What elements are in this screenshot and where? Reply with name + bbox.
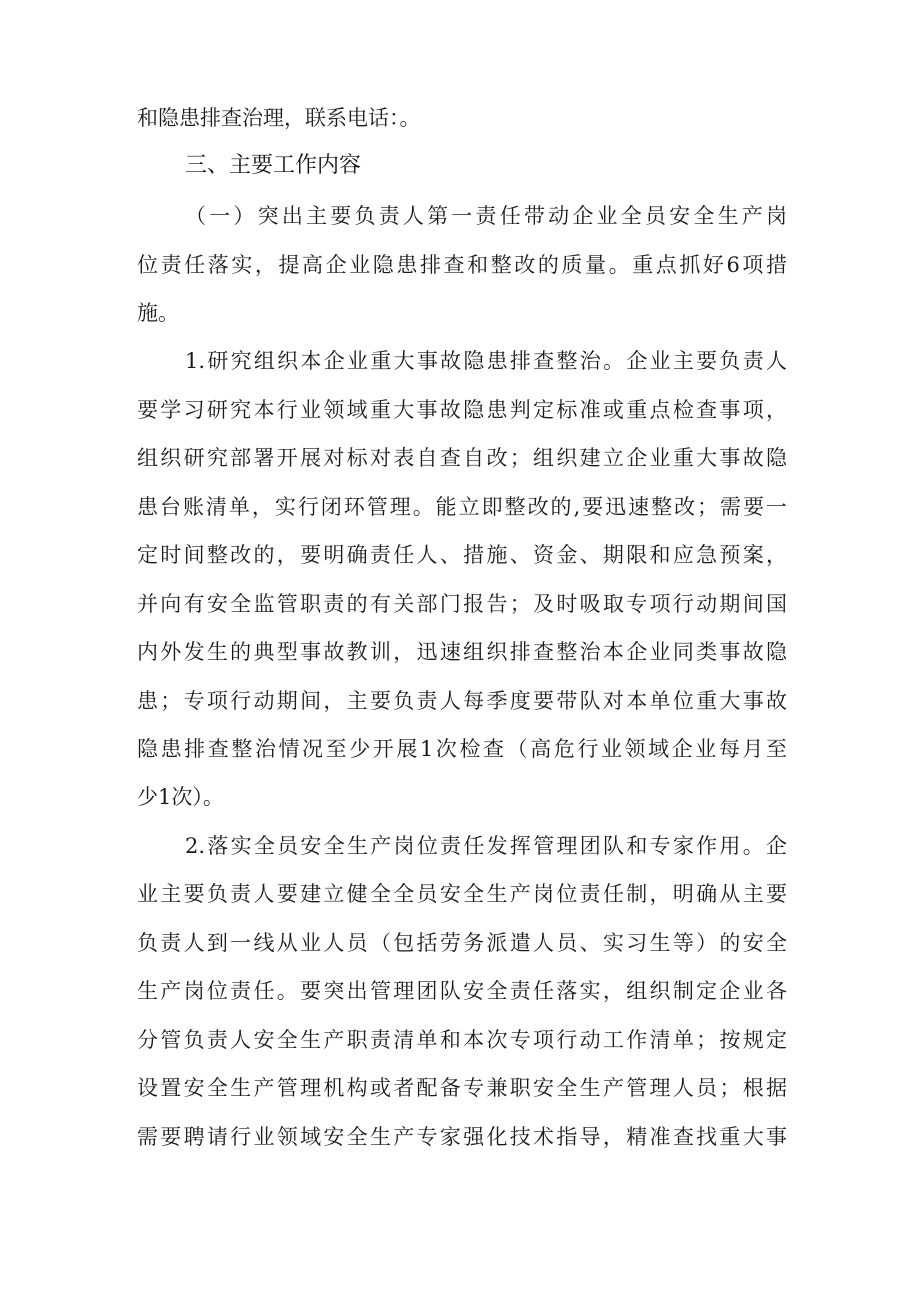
item1-line: 患台账清单，实行闭环管理。能立即整改的,要迅速整改；需要一	[137, 495, 787, 519]
item1-line: 隐患排查整治情况至少开展1次检查（高危行业领域企业每月至	[137, 737, 787, 761]
item2-line: 分管负责人安全生产职责清单和本次专项行动工作清单；按规定	[137, 1028, 787, 1052]
item2-line: 生产岗位责任。要突出管理团队安全责任落实，组织制定企业各	[137, 979, 787, 1003]
item1-line: 组织研究部署开展对标对表自查自改；组织建立企业重大事故隐	[137, 446, 787, 470]
section-heading: 三、主要工作内容	[185, 153, 362, 178]
item2-line: 业主要负责人要建立健全全员安全生产岗位责任制，明确从主要	[137, 882, 787, 906]
subsection1-line: 施。	[137, 301, 179, 325]
item1-line: 并向有安全监管职责的有关部门报告；及时吸取专项行动期间国	[137, 592, 787, 616]
item2-line: 设置安全生产管理机构或者配备专兼职安全生产管理人员；根据	[137, 1076, 787, 1100]
item1-line: 1.研究组织本企业重大事故隐患排查整治。企业主要负责人	[185, 349, 787, 373]
intro-tail-line: 和隐患排查治理，联系电话：。	[137, 106, 421, 130]
item1-line: 定时间整改的，要明确责任人、措施、资金、期限和应急预案，	[137, 543, 787, 567]
subsection1-line: （一）突出主要负责人第一责任带动企业全员安全生产岗	[185, 204, 787, 228]
subsection1-line: 位责任落实，提高企业隐患排查和整改的质量。重点抓好6项措	[137, 253, 787, 277]
item1-line: 内外发生的典型事故教训，迅速组织排查整治本企业同类事故隐	[137, 640, 787, 664]
item2-line: 需要聘请行业领域安全生产专家强化技术指导，精准查找重大事	[137, 1125, 787, 1149]
item2-line: 2.落实全员安全生产岗位责任发挥管理团队和专家作用。企	[185, 834, 787, 858]
item2-line: 负责人到一线从业人员（包括劳务派遣人员、实习生等）的安全	[137, 931, 787, 955]
item1-line: 少1次）。	[137, 785, 224, 809]
item1-line: 患；专项行动期间，主要负责人每季度要带队对本单位重大事故	[137, 689, 787, 713]
item1-line: 要学习研究本行业领域重大事故隐患判定标准或重点检查事项，	[137, 398, 787, 422]
